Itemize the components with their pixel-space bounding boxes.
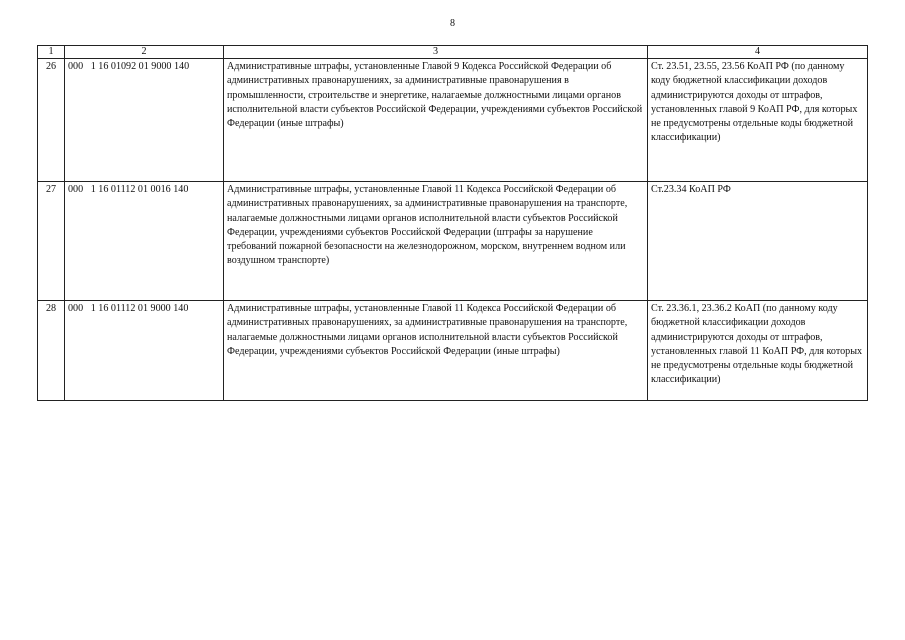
table-row (38, 59, 868, 182)
column-header-1: 1 (38, 46, 65, 59)
column-header-4: 4 (648, 46, 868, 59)
budget-classification-code: 000 1 16 01092 01 9000 140 (65, 59, 224, 182)
revenue-description: Административные штрафы, установленные Главой 9 Кодекса Российской Федерации об административных правонарушениях, за административные правонарушения в промышленности, строительстве и энергетике, налагаемые должностными лицами органов исполнительной власти субъектов Российской Федерации, учреждениями субъектов Российской Федерации (иные штрафы) (224, 59, 648, 182)
revenue-description: Административные штрафы, установленные Главой 11 Кодекса Российской Федерации об административных правонарушениях, за административные правонарушения на транспорте, налагаемые должностными лицами органов исполнительной власти субъектов Российской Федерации, учреждениями субъектов Российской Федерации (иные штрафы) (224, 301, 648, 401)
table-row (38, 301, 868, 401)
legal-basis: Ст. 23.36.1, 23.36.2 КоАП (по данному коду бюджетной классификации доходов администрируются доходы от штрафов, установленных главой 11 КоАП РФ, для которых не предусмотрены отдельные коды бюджетной классификации) (648, 301, 868, 401)
revenue-description: Административные штрафы, установленные Главой 11 Кодекса Российской Федерации об административных правонарушениях, за административные правонарушения на транспорте, налагаемые должностными лицами органов исполнительной власти субъектов Российской Федерации, учреждениями субъектов Российской Федерации (штрафы за нарушение требований пожарной безопасности на железнодорожном, морском, внутреннем водном или воздушном транспорте) (224, 182, 648, 301)
legal-basis: Ст.23.34 КоАП РФ (648, 182, 868, 301)
budget-classification-code: 000 1 16 01112 01 0016 140 (65, 182, 224, 301)
page-number: 8 (450, 18, 455, 29)
column-header-2: 2 (65, 46, 224, 59)
budget-codes-table (37, 45, 868, 401)
table-header-row (38, 46, 868, 59)
table-row (38, 182, 868, 301)
budget-classification-code: 000 1 16 01112 01 9000 140 (65, 301, 224, 401)
legal-basis: Ст. 23.51, 23.55, 23.56 КоАП РФ (по данному коду бюджетной классификации доходов администрируются доходы от штрафов, установленных главой 9 КоАП РФ, для которых не предусмотрены отдельные коды бюджетной классификации) (648, 59, 868, 182)
row-number: 28 (38, 301, 65, 401)
row-number: 27 (38, 182, 65, 301)
column-header-3: 3 (224, 46, 648, 59)
row-number: 26 (38, 59, 65, 182)
